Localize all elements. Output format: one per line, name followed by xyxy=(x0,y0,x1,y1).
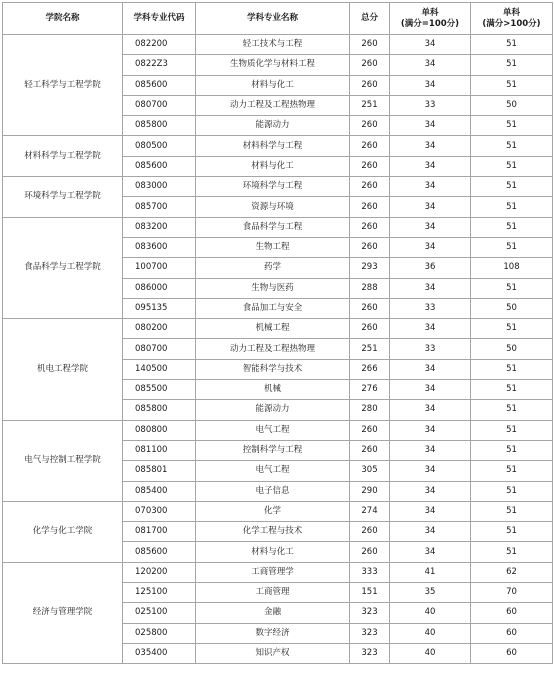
single-100-cell: 34 xyxy=(390,319,471,339)
college-cell: 食品科学与工程学院 xyxy=(3,217,123,318)
single-100-cell: 34 xyxy=(390,501,471,521)
single-100-cell: 33 xyxy=(390,298,471,318)
single-over100-cell: 51 xyxy=(471,542,553,562)
code-cell: 070300 xyxy=(123,501,196,521)
total-cell: 260 xyxy=(350,319,390,339)
single-100-cell: 34 xyxy=(390,217,471,237)
single-over100-cell: 62 xyxy=(471,562,553,582)
total-cell: 251 xyxy=(350,95,390,115)
total-cell: 260 xyxy=(350,177,390,197)
single-100-cell: 34 xyxy=(390,359,471,379)
single-100-cell: 34 xyxy=(390,116,471,136)
total-cell: 260 xyxy=(350,542,390,562)
name-cell: 环境科学与工程 xyxy=(196,177,350,197)
single-over100-cell: 60 xyxy=(471,603,553,623)
code-cell: 0822Z3 xyxy=(123,55,196,75)
code-cell: 035400 xyxy=(123,643,196,663)
single-over100-cell: 51 xyxy=(471,136,553,156)
total-cell: 305 xyxy=(350,461,390,481)
name-cell: 动力工程及工程热物理 xyxy=(196,95,350,115)
score-table xyxy=(2,2,553,664)
single-100-cell: 40 xyxy=(390,623,471,643)
name-cell: 生物与医药 xyxy=(196,278,350,298)
total-cell: 260 xyxy=(350,237,390,257)
total-cell: 260 xyxy=(350,298,390,318)
single-100-cell: 34 xyxy=(390,461,471,481)
name-cell: 轻工技术与工程 xyxy=(196,35,350,55)
code-cell: 085801 xyxy=(123,461,196,481)
name-cell: 资源与环境 xyxy=(196,197,350,217)
name-cell: 生物质化学与材料工程 xyxy=(196,55,350,75)
total-cell: 323 xyxy=(350,643,390,663)
total-cell: 323 xyxy=(350,603,390,623)
single-over100-cell: 51 xyxy=(471,197,553,217)
name-cell: 能源动力 xyxy=(196,116,350,136)
name-cell: 数字经济 xyxy=(196,623,350,643)
single-over100-cell: 51 xyxy=(471,116,553,136)
name-cell: 机械工程 xyxy=(196,319,350,339)
header-single-over100-line1: 单科 xyxy=(502,7,520,18)
single-over100-cell: 51 xyxy=(471,481,553,501)
table-row xyxy=(3,562,553,582)
total-cell: 260 xyxy=(350,136,390,156)
name-cell: 食品加工与安全 xyxy=(196,298,350,318)
single-over100-cell: 51 xyxy=(471,319,553,339)
single-over100-cell: 51 xyxy=(471,359,553,379)
name-cell: 工商管理学 xyxy=(196,562,350,582)
code-cell: 025800 xyxy=(123,623,196,643)
single-100-cell: 34 xyxy=(390,75,471,95)
single-over100-cell: 70 xyxy=(471,583,553,603)
single-100-cell: 33 xyxy=(390,95,471,115)
single-over100-cell: 50 xyxy=(471,298,553,318)
total-cell: 260 xyxy=(350,75,390,95)
single-100-cell: 41 xyxy=(390,562,471,582)
code-cell: 085800 xyxy=(123,400,196,420)
code-cell: 080700 xyxy=(123,95,196,115)
code-cell: 025100 xyxy=(123,603,196,623)
name-cell: 电气工程 xyxy=(196,420,350,440)
code-cell: 082200 xyxy=(123,35,196,55)
name-cell: 机械 xyxy=(196,380,350,400)
name-cell: 材料科学与工程 xyxy=(196,136,350,156)
code-cell: 083000 xyxy=(123,177,196,197)
name-cell: 材料与化工 xyxy=(196,542,350,562)
single-100-cell: 36 xyxy=(390,258,471,278)
total-cell: 288 xyxy=(350,278,390,298)
total-cell: 260 xyxy=(350,35,390,55)
single-over100-cell: 51 xyxy=(471,440,553,460)
name-cell: 材料与化工 xyxy=(196,156,350,176)
single-over100-cell: 51 xyxy=(471,55,553,75)
code-cell: 080500 xyxy=(123,136,196,156)
total-cell: 280 xyxy=(350,400,390,420)
header-single-over100-line2: (满分>100分) xyxy=(482,18,541,29)
header-single-100 xyxy=(390,3,471,35)
single-over100-cell: 51 xyxy=(471,420,553,440)
total-cell: 293 xyxy=(350,258,390,278)
name-cell: 食品科学与工程 xyxy=(196,217,350,237)
table-row xyxy=(3,319,553,339)
code-cell: 081100 xyxy=(123,440,196,460)
header-code: 学科专业代码 xyxy=(123,3,196,35)
code-cell: 086000 xyxy=(123,278,196,298)
total-cell: 260 xyxy=(350,55,390,75)
code-cell: 080700 xyxy=(123,339,196,359)
name-cell: 控制科学与工程 xyxy=(196,440,350,460)
name-cell: 化学 xyxy=(196,501,350,521)
code-cell: 085600 xyxy=(123,75,196,95)
code-cell: 085600 xyxy=(123,156,196,176)
single-100-cell: 34 xyxy=(390,55,471,75)
single-100-cell: 34 xyxy=(390,237,471,257)
code-cell: 083600 xyxy=(123,237,196,257)
code-cell: 081700 xyxy=(123,522,196,542)
total-cell: 260 xyxy=(350,522,390,542)
name-cell: 智能科学与技术 xyxy=(196,359,350,379)
total-cell: 260 xyxy=(350,440,390,460)
single-100-cell: 34 xyxy=(390,380,471,400)
header-name: 学科专业名称 xyxy=(196,3,350,35)
code-cell: 140500 xyxy=(123,359,196,379)
total-cell: 276 xyxy=(350,380,390,400)
name-cell: 电子信息 xyxy=(196,481,350,501)
code-cell: 085700 xyxy=(123,197,196,217)
single-over100-cell: 51 xyxy=(471,75,553,95)
name-cell: 生物工程 xyxy=(196,237,350,257)
single-over100-cell: 60 xyxy=(471,643,553,663)
code-cell: 095135 xyxy=(123,298,196,318)
code-cell: 125100 xyxy=(123,583,196,603)
code-cell: 080800 xyxy=(123,420,196,440)
name-cell: 电气工程 xyxy=(196,461,350,481)
code-cell: 085600 xyxy=(123,542,196,562)
code-cell: 083200 xyxy=(123,217,196,237)
single-over100-cell: 108 xyxy=(471,258,553,278)
single-100-cell: 34 xyxy=(390,156,471,176)
name-cell: 动力工程及工程热物理 xyxy=(196,339,350,359)
code-cell: 120200 xyxy=(123,562,196,582)
code-cell: 100700 xyxy=(123,258,196,278)
table-row xyxy=(3,501,553,521)
total-cell: 290 xyxy=(350,481,390,501)
name-cell: 药学 xyxy=(196,258,350,278)
header-row xyxy=(3,3,553,35)
college-cell: 轻工科学与工程学院 xyxy=(3,35,123,136)
total-cell: 251 xyxy=(350,339,390,359)
college-cell: 电气与控制工程学院 xyxy=(3,420,123,501)
code-cell: 080200 xyxy=(123,319,196,339)
single-over100-cell: 60 xyxy=(471,623,553,643)
table-row xyxy=(3,35,553,55)
single-over100-cell: 51 xyxy=(471,380,553,400)
table-row xyxy=(3,136,553,156)
table-row xyxy=(3,420,553,440)
college-cell: 环境科学与工程学院 xyxy=(3,177,123,218)
total-cell: 323 xyxy=(350,623,390,643)
header-college: 学院名称 xyxy=(3,3,123,35)
single-100-cell: 34 xyxy=(390,440,471,460)
single-100-cell: 34 xyxy=(390,35,471,55)
single-100-cell: 33 xyxy=(390,339,471,359)
total-cell: 260 xyxy=(350,217,390,237)
code-cell: 085800 xyxy=(123,116,196,136)
name-cell: 化学工程与技术 xyxy=(196,522,350,542)
header-total: 总分 xyxy=(350,3,390,35)
name-cell: 金融 xyxy=(196,603,350,623)
table-body xyxy=(3,35,553,664)
total-cell: 260 xyxy=(350,420,390,440)
single-over100-cell: 51 xyxy=(471,278,553,298)
single-over100-cell: 51 xyxy=(471,217,553,237)
single-over100-cell: 51 xyxy=(471,35,553,55)
header-single-100-line2: (满分=100分) xyxy=(400,18,460,29)
single-100-cell: 40 xyxy=(390,643,471,663)
table-row xyxy=(3,217,553,237)
single-100-cell: 34 xyxy=(390,481,471,501)
single-100-cell: 34 xyxy=(390,136,471,156)
name-cell: 知识产权 xyxy=(196,643,350,663)
single-100-cell: 34 xyxy=(390,197,471,217)
single-100-cell: 35 xyxy=(390,583,471,603)
college-cell: 材料科学与工程学院 xyxy=(3,136,123,177)
single-100-cell: 34 xyxy=(390,400,471,420)
single-100-cell: 34 xyxy=(390,420,471,440)
total-cell: 260 xyxy=(350,156,390,176)
table-row xyxy=(3,177,553,197)
college-cell: 经济与管理学院 xyxy=(3,562,123,663)
name-cell: 工商管理 xyxy=(196,583,350,603)
single-over100-cell: 51 xyxy=(471,461,553,481)
single-over100-cell: 51 xyxy=(471,237,553,257)
single-100-cell: 40 xyxy=(390,603,471,623)
name-cell: 能源动力 xyxy=(196,400,350,420)
total-cell: 274 xyxy=(350,501,390,521)
name-cell: 材料与化工 xyxy=(196,75,350,95)
single-over100-cell: 51 xyxy=(471,156,553,176)
total-cell: 260 xyxy=(350,116,390,136)
total-cell: 260 xyxy=(350,197,390,217)
total-cell: 266 xyxy=(350,359,390,379)
single-over100-cell: 51 xyxy=(471,400,553,420)
header-single-over100 xyxy=(471,3,553,35)
single-100-cell: 34 xyxy=(390,542,471,562)
single-100-cell: 34 xyxy=(390,522,471,542)
single-100-cell: 34 xyxy=(390,177,471,197)
code-cell: 085400 xyxy=(123,481,196,501)
code-cell: 085500 xyxy=(123,380,196,400)
college-cell: 机电工程学院 xyxy=(3,319,123,420)
header-single-100-line1: 单科 xyxy=(421,7,439,18)
total-cell: 333 xyxy=(350,562,390,582)
single-100-cell: 34 xyxy=(390,278,471,298)
single-over100-cell: 50 xyxy=(471,339,553,359)
single-over100-cell: 51 xyxy=(471,177,553,197)
college-cell: 化学与化工学院 xyxy=(3,501,123,562)
total-cell: 151 xyxy=(350,583,390,603)
single-over100-cell: 51 xyxy=(471,501,553,521)
single-over100-cell: 51 xyxy=(471,522,553,542)
single-over100-cell: 50 xyxy=(471,95,553,115)
